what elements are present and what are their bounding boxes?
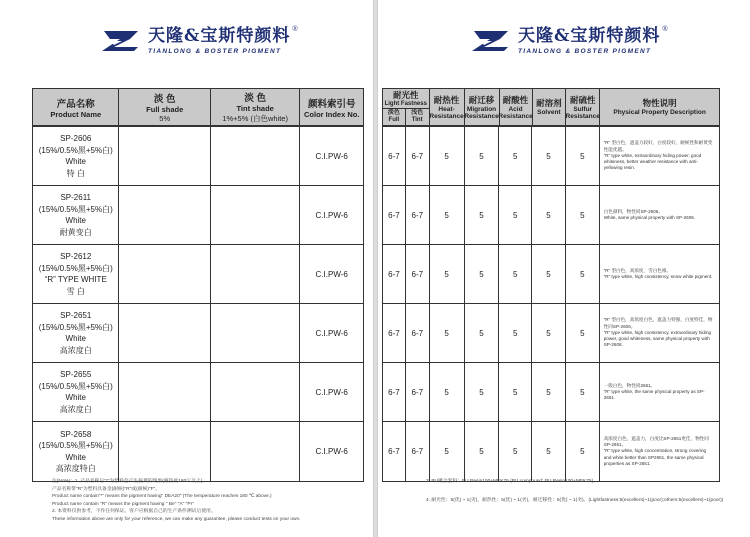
color-index-cell: C.I.PW-6 <box>315 447 348 456</box>
full-shade-swatch <box>119 304 210 362</box>
solvent-cell: 5 <box>532 304 566 362</box>
header-heat: 耐热性 Heat-Resistance <box>430 89 465 125</box>
sulfur-cell: 5 <box>566 422 600 481</box>
brand-name-en: TIANLONG & BOSTER PIGMENT <box>518 48 652 55</box>
sulfur-cell: 5 <box>566 245 600 303</box>
color-index-cell: C.I.PW-6 <box>315 328 348 338</box>
sulfur-cell: 5 <box>566 304 600 362</box>
header-full-shade: 淡 色 Full shade 5% <box>119 89 210 125</box>
heat-cell: 5 <box>430 127 465 185</box>
table-row <box>33 127 363 186</box>
color-index-cell: C.I.PW-6 <box>315 387 348 397</box>
product-table-header <box>33 89 363 127</box>
table-row <box>33 245 363 304</box>
header-tint-shade: 淡 色 Tint shade 1%+5% (白色white) <box>211 89 300 125</box>
tint-shade-swatch <box>211 186 300 244</box>
light-fastness-cell: 6-7 6-7 <box>383 304 430 362</box>
table-row <box>33 304 363 363</box>
heat-cell: 5 <box>430 245 465 303</box>
migration-cell: 5 <box>465 127 500 185</box>
sulfur-cell: 5 <box>566 363 600 421</box>
heat-cell: 5 <box>430 304 465 362</box>
solvent-cell: 5 <box>532 245 566 303</box>
heat-cell: 5 <box>430 363 465 421</box>
sulfur-cell: 5 <box>566 127 600 185</box>
header-product-name: 产品名称 Product Name <box>33 89 119 125</box>
acid-cell: 5 <box>499 422 532 481</box>
full-shade-swatch <box>119 422 210 481</box>
full-shade-swatch <box>119 363 210 421</box>
product-name-cell: SP-2658 (15%/0.5%黑+5%白) White 高浓度特白 <box>33 422 119 481</box>
property-description: “R” 型白色，高浓度白色，遮盖力特强，白度特佳，物性同SP-2606。 “R” type white, high consistency, extraordinary hiding power, good whiteness, same physical property with SP-2606. <box>603 317 713 348</box>
light-fastness-cell: 6-7 6-7 <box>383 363 430 421</box>
table-row <box>33 186 363 245</box>
color-index-cell: C.I.PW-6 <box>315 269 348 279</box>
light-fastness-cell: 6-7 6-7 <box>383 186 430 244</box>
property-description: “R” 型白色，高浓度，雪白色相。 “R” type white, high consistency, snow white pigment. <box>603 267 713 279</box>
property-description: 高浓度白色，遮盖力，白度比SP-2651更佳，物性同SP-2651。 “R” type white, high concentration, strong covering and white better than SP2651, the same physical properties as SP-2651. <box>603 435 709 466</box>
product-name-cell: SP-2611 (15%/0.5%黑+5%白) White 耐黄变白 <box>33 186 119 244</box>
right-notes: 3. PU聚合套料：PU Resin100+MEK75 (PU compound: PU Resin100+MEK75)。 4. 耐光性：5(优) ~ 1(劣)，耐热性：5(优) ~ 1(劣)，耐迁移性：5(优) ~ 1(劣)。(Lightfastness:5(excellent)~1(poor);others:5(excellent)~1(poor)) <box>426 479 724 503</box>
heat-cell: 5 <box>430 186 465 244</box>
light-fastness-cell: 6-7 6-7 <box>383 245 430 303</box>
light-fastness-cell: 6-7 6-7 <box>383 422 430 481</box>
solvent-cell: 5 <box>532 127 566 185</box>
left-page <box>0 0 374 537</box>
brand-logo <box>470 26 668 55</box>
migration-cell: 5 <box>465 422 500 481</box>
brand-name-en: TIANLONG & BOSTER PIGMENT <box>148 48 282 55</box>
migration-cell: 5 <box>465 304 500 362</box>
table-row <box>383 422 719 481</box>
sulfur-cell: 5 <box>566 186 600 244</box>
table-row <box>383 127 719 186</box>
registered-mark: ® <box>662 26 668 33</box>
header-tint: 浅色 Tint <box>411 110 424 123</box>
color-index-cell: C.I.PW-6 <box>315 151 348 161</box>
header-sulfur: 耐硫性 Sulfur Resistance <box>566 89 600 125</box>
brand-name-cn: 天隆&宝斯特颜料 <box>148 26 291 46</box>
table-row <box>383 304 719 363</box>
tint-shade-swatch <box>211 422 300 481</box>
acid-cell: 5 <box>499 127 532 185</box>
header-full: 淡色 Full <box>383 109 406 126</box>
tint-shade-swatch <box>211 363 300 421</box>
full-shade-swatch <box>119 186 210 244</box>
solvent-cell: 5 <box>532 422 566 481</box>
acid-cell: 5 <box>499 186 532 244</box>
property-description: 白色颜料，物性同SP-2606。 White, same physical property with SP-2606. <box>603 208 696 220</box>
header-solvent: 耐溶剂 Solvent <box>533 89 567 125</box>
brand-logo-icon <box>470 28 512 54</box>
solvent-cell: 5 <box>532 186 566 244</box>
heat-cell: 5 <box>430 422 465 481</box>
solvent-cell: 5 <box>532 363 566 421</box>
header-light-fastness: 耐光性 Light Fastness 淡色 Full 浅色 Tint <box>383 89 430 125</box>
color-index-cell: C.I.PW-6 <box>315 210 348 220</box>
table-row <box>33 422 363 481</box>
header-color-index: 颜料索引号 Color Index No. <box>303 98 360 119</box>
tint-shade-swatch <box>211 304 300 362</box>
light-fastness-cell: 6-7 6-7 <box>383 127 430 185</box>
property-description: 一般白色，物性同2651。 “R” type white, the same physical property as SP-2651. <box>603 382 705 401</box>
acid-cell: 5 <box>499 363 532 421</box>
header-migration: 耐迁移 Migration Resistance <box>465 89 500 125</box>
tint-shade-swatch <box>211 245 300 303</box>
property-table-header <box>383 89 719 127</box>
header-acid: 耐酸性 Acid Resistance <box>500 89 533 125</box>
acid-cell: 5 <box>499 304 532 362</box>
migration-cell: 5 <box>465 363 500 421</box>
property-table <box>382 88 720 482</box>
acid-cell: 5 <box>499 245 532 303</box>
header-property: 物性说明 Physical Property Description <box>613 98 706 117</box>
table-row <box>383 186 719 245</box>
migration-cell: 5 <box>465 245 500 303</box>
product-name-cell: SP-2651 (15%/0.5%黑+5%白) White 高浓度白 <box>33 304 119 362</box>
table-row <box>383 363 719 422</box>
registered-mark: ® <box>292 26 298 33</box>
tint-shade-swatch <box>211 127 300 185</box>
left-notes: 注(Note)：1. 产品名称后"*"为塑料会产生偏黄的现象(耐热度180℃以上)。 产品名称带"R"为塑料具备金(耐候)"R"或(耐候)"F"。 Product name contain"*" means the pigment having" DEA20" (The temperature reaches 180 ℃ above.) Product name contain "R" means the pigment having " Be" "A" "Pr" 2. 本资料仅供参考，不作任何保证。客户应根据自己的生产条件测试后使用。 These information above are only for your reference, we can make any guarantee, please conduct tests on your own. <box>52 479 301 522</box>
product-table <box>32 88 364 482</box>
brand-logo-icon <box>100 28 142 54</box>
product-name-cell: SP-2612 (15%/0.5%黑+5%白) “R” TYPE WHITE 雪 白 <box>33 245 119 303</box>
table-row <box>33 363 363 422</box>
table-row <box>383 245 719 304</box>
product-name-cell: SP-2606 (15%/0.5%黑+5%白) White 特 白 <box>33 127 119 185</box>
full-shade-swatch <box>119 127 210 185</box>
migration-cell: 5 <box>465 186 500 244</box>
product-name-cell: SP-2655 (15%/0.5%黑+5%白) White 高浓度白 <box>33 363 119 421</box>
brand-logo <box>100 26 298 55</box>
property-description: “R” 型白色，遮盖力较好，白度较好，耐候性和耐黄变性能优越。 “R” type white, extraordinary hiding power, good whiteness, better weather resistance with anti-yellowing resin. <box>603 140 713 171</box>
full-shade-swatch <box>119 245 210 303</box>
brand-name-cn: 天隆&宝斯特颜料 <box>518 26 661 46</box>
